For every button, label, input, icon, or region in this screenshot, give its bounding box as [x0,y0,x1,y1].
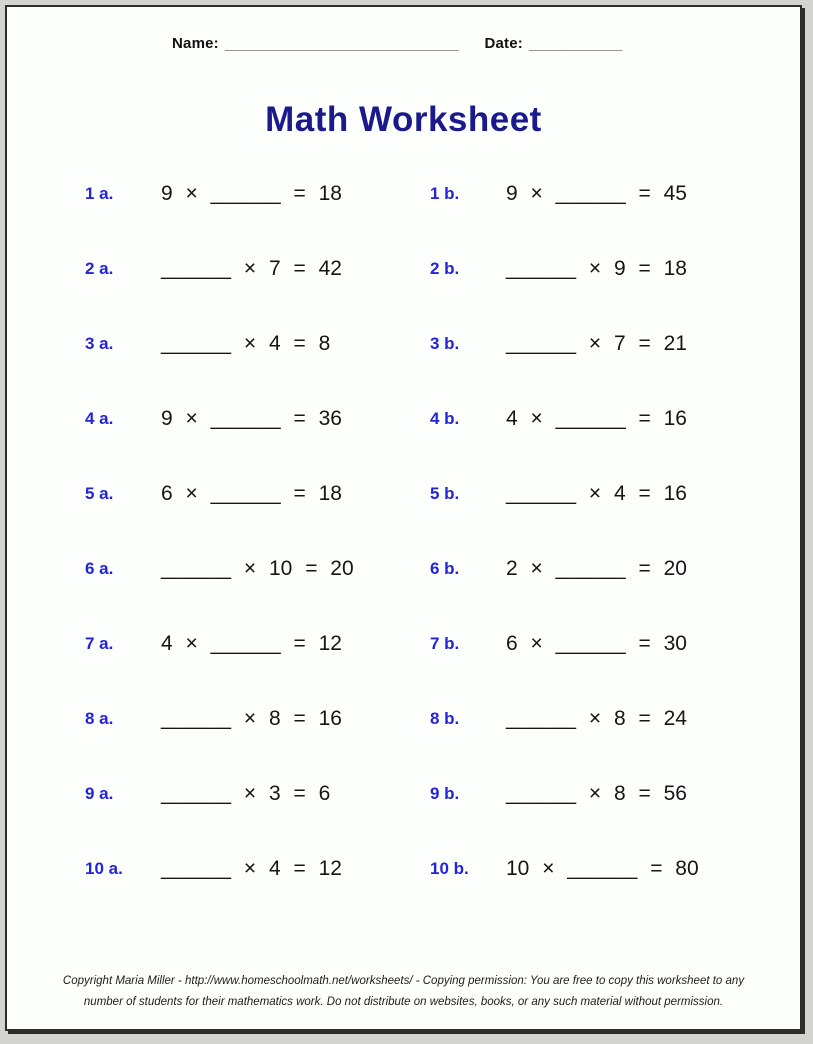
problem-equation-4a: 9 × ______ = 36 [161,406,342,430]
problem-equation-6b: 2 × ______ = 20 [506,556,687,580]
problem-label-5a: 5 a. [85,483,114,503]
problem-row-1 [7,156,800,231]
problem-equation-8a: ______ × 8 = 16 [161,706,342,730]
problem-equation-6a: ______ × 10 = 20 [161,556,354,580]
problem-row-9 [7,756,800,831]
problem-label-10b: 10 b. [430,858,469,878]
problem-label-8b: 8 b. [430,708,460,728]
problem-label-2b: 2 b. [430,258,460,278]
problem-label-1b: 1 b. [430,183,460,203]
copyright-line-1: Copyright Maria Miller - http://www.homeschoolmath.net/worksheets/ - Copying permission: You are free to copy this worksheet to any [62,975,745,987]
problem-row-6 [7,531,800,606]
problem-label-4a: 4 a. [85,408,114,428]
problem-equation-1b: 9 × ______ = 45 [506,181,687,205]
problem-equation-3a: ______ × 4 = 8 [161,331,331,355]
problem-label-9a: 9 a. [85,783,114,803]
problem-label-7b: 7 b. [430,633,460,653]
problem-row-2 [7,231,800,306]
date-label: Date: [484,35,523,52]
problem-label-7a: 7 a. [85,633,114,653]
problem-equation-7a: 4 × ______ = 12 [161,631,342,655]
problem-label-3a: 3 a. [85,333,114,353]
problem-equation-2b: ______ × 9 = 18 [506,256,687,280]
name-blank-line: ______________________________ [224,35,459,51]
copyright-footer [7,971,800,1013]
problem-row-8 [7,681,800,756]
problem-label-2a: 2 a. [85,258,114,278]
problem-label-5b: 5 b. [430,483,460,503]
problem-row-10 [7,831,800,906]
problem-equation-10a: ______ × 4 = 12 [161,856,342,880]
problem-label-6b: 6 b. [430,558,460,578]
problem-equation-2a: ______ × 7 = 42 [161,256,342,280]
page-title: Math Worksheet [265,100,542,139]
problem-row-7 [7,606,800,681]
problem-label-1a: 1 a. [85,183,114,203]
problem-equation-5b: ______ × 4 = 16 [506,481,687,505]
header [7,7,800,52]
problem-equation-9b: ______ × 8 = 56 [506,781,687,805]
problem-label-9b: 9 b. [430,783,460,803]
problem-equation-8b: ______ × 8 = 24 [506,706,687,730]
problem-label-4b: 4 b. [430,408,460,428]
problem-equation-10b: 10 × ______ = 80 [506,856,699,880]
problem-label-6a: 6 a. [85,558,114,578]
problems-grid [7,156,800,906]
date-blank-line: ____________ [528,35,623,51]
problem-equation-9a: ______ × 3 = 6 [161,781,331,805]
problem-equation-5a: 6 × ______ = 18 [161,481,342,505]
name-label: Name: [172,35,219,52]
worksheet-page [5,5,802,1031]
problem-row-3 [7,306,800,381]
problem-equation-3b: ______ × 7 = 21 [506,331,687,355]
copyright-line-2: number of students for their mathematics work. Do not distribute on websites, books, or any such material without permission. [83,996,724,1008]
problem-row-4 [7,381,800,456]
problem-label-10a: 10 a. [85,858,123,878]
problem-label-3b: 3 b. [430,333,460,353]
problem-equation-7b: 6 × ______ = 30 [506,631,687,655]
problem-row-5 [7,456,800,531]
problem-equation-4b: 4 × ______ = 16 [506,406,687,430]
problem-label-8a: 8 a. [85,708,114,728]
problem-equation-1a: 9 × ______ = 18 [161,181,342,205]
